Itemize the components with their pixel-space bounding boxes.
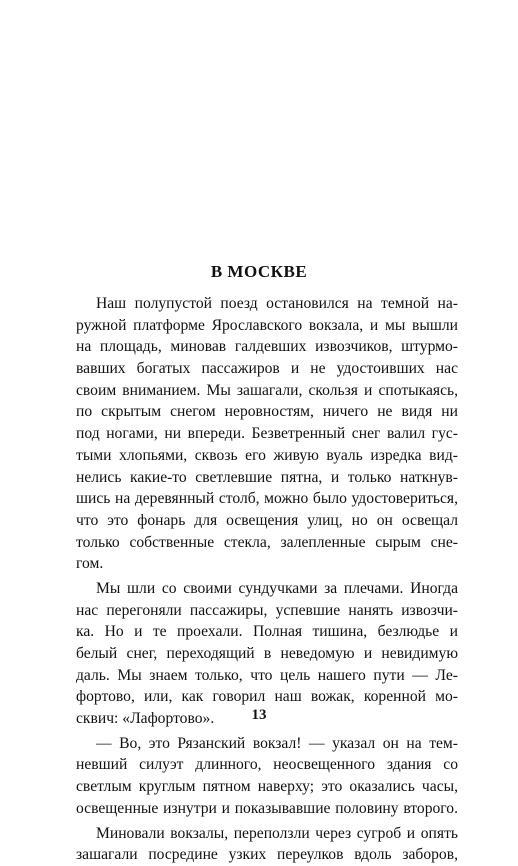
text-line: светлым круглым пятном наверху; это оказались часы,: [76, 778, 458, 796]
text-line: сквич: «Лафортово».: [76, 710, 215, 728]
text-line: фортово, или, как говорил наш вожак, коренной мо-: [76, 688, 458, 706]
text-line: освещенные изнутри и показывавшие половину второго.: [76, 799, 458, 817]
paragraph: [76, 823, 458, 866]
text-line: Наш полупустой поезд остановился на темной на-: [96, 295, 458, 312]
text-line: — Во, это Рязанский вокзал! — указал он на тем-: [96, 734, 458, 752]
text-line: Мы шли со своими сундучками за плечами. Иногда: [96, 579, 458, 597]
text-line: ружной платформе Ярославского вокзала, и мы вышли: [76, 316, 458, 334]
paragraph: [76, 733, 458, 820]
text-line: своим вниманием. Мы зашагали, скользя и спотыкаясь,: [76, 381, 458, 399]
text-line: нас перегоняли пассажиры, успевшие нанять извозчи-: [76, 601, 458, 619]
text-line: что это фонарь для освещения улиц, но он освещал: [76, 511, 458, 529]
chapter-title: В МОСКВЕ: [210, 262, 308, 281]
text-line: невший силуэт длинного, неосвещенного здания со: [76, 756, 458, 774]
text-line: гом.: [76, 555, 104, 573]
text-line: даль. Мы знаем только, что цель нашего пути — Ле-: [76, 666, 458, 684]
text-line: по скрытым снегом неровностям, ничего не видя ни: [76, 403, 458, 421]
text-line: ка. Но и те проехали. Полная тишина, безлюдье и: [76, 623, 458, 641]
text-line: белый снег, переходящий в неведомую и невидимую: [76, 645, 458, 662]
page-number: 13: [251, 707, 267, 723]
text-line: шись на деревянный столб, можно было удостовериться,: [76, 490, 458, 508]
text-line: на площадь, миновав галдевших извозчиков, штурмо-: [76, 338, 458, 356]
text-line: нелись какие-то светлевшие пятна, и только наткнув-: [76, 468, 458, 486]
text-line: Миновали вокзалы, переползли через сугроб и опять: [96, 824, 458, 842]
body-text: [76, 293, 458, 866]
text-line: тыми хлопьями, сквозь его живую вуаль изредка вид-: [76, 446, 458, 464]
paragraph: [76, 293, 458, 575]
text-line: только собственные стекла, залепленные сырым сне-: [76, 533, 458, 551]
text-line: зашагали посредине узких переулков вдоль заборов,: [76, 846, 458, 864]
text-line: под ногами, ни впереди. Безветренный снег валил гус-: [76, 425, 458, 443]
text-line: вавших богатых пассажиров и не удостоивших нас: [76, 360, 458, 378]
